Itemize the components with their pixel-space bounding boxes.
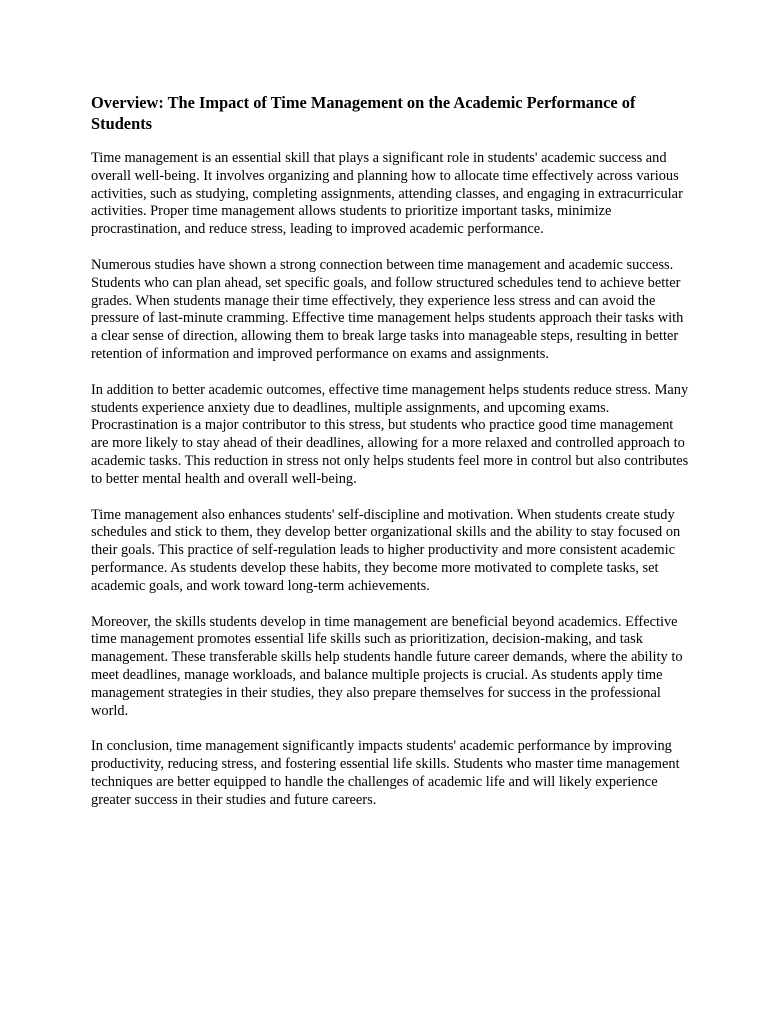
paragraph-introduction: Time management is an essential skill that plays a significant role in students' academic success and overall well-being. It involves organizing and planning how to allocate time effectively across various activities, such as studying, completing assignments, attending classes, and engaging in extracurricular activities. Proper time management allows students to prioritize important tasks, minimize procrastination, and reduce stress, leading to improved academic performance. — [91, 150, 683, 238]
document-body — [91, 92, 691, 828]
paragraph-stress-reduction: In addition to better academic outcomes, effective time management helps students reduce stress. Many students experience anxiety due to deadlines, multiple assignments, and upcoming exams. Procrastination is a major contributor to this stress, but students who practice good time management are more likely to stay ahead of their deadlines, allowing for a more relaxed and controlled approach to academic tasks. This reduction in stress not only helps students feel more in control but also contributes to better mental health and overall well-being. — [91, 381, 689, 487]
paragraph-self-discipline: Time management also enhances students' self-discipline and motivation. When students create study schedules and stick to them, they develop better organizational skills and the ability to stay focused on their goals. This practice of self-regulation leads to higher productivity and more consistent academic performance. As students develop these habits, they become more motivated to complete tasks, set academic goals, and work toward long-term achievements. — [91, 506, 681, 594]
paragraph-conclusion: In conclusion, time management significantly impacts students' academic performance by improving productivity, reducing stress, and fostering essential life skills. Students who master time management techniques are better equipped to handle the challenges of academic life and will likely experience greater success in their studies and future careers. — [91, 738, 680, 808]
paragraph-life-skills: Moreover, the skills students develop in time management are beneficial beyond academics. Effective time management promotes essential life skills such as prioritization, decision-making, and task management. These transferable skills help students handle future career demands, where the ability to meet deadlines, manage workloads, and balance multiple projects is crucial. As students apply time management strategies in their studies, they also prepare themselves for success in the professional world. — [91, 613, 683, 719]
paragraph-academic-success: Numerous studies have shown a strong connection between time management and academic success. Students who can plan ahead, set specific goals, and follow structured schedules tend to achieve better grades. When students manage their time effectively, they experience less stress and can avoid the pressure of last-minute cramming. Effective time management helps students approach their tasks with a clear sense of direction, allowing them to break large tasks into manageable steps, resulting in better retention of information and improved performance on exams and assignments. — [91, 256, 684, 362]
document-title: Overview: The Impact of Time Management on the Academic Performance of Students — [91, 93, 636, 133]
